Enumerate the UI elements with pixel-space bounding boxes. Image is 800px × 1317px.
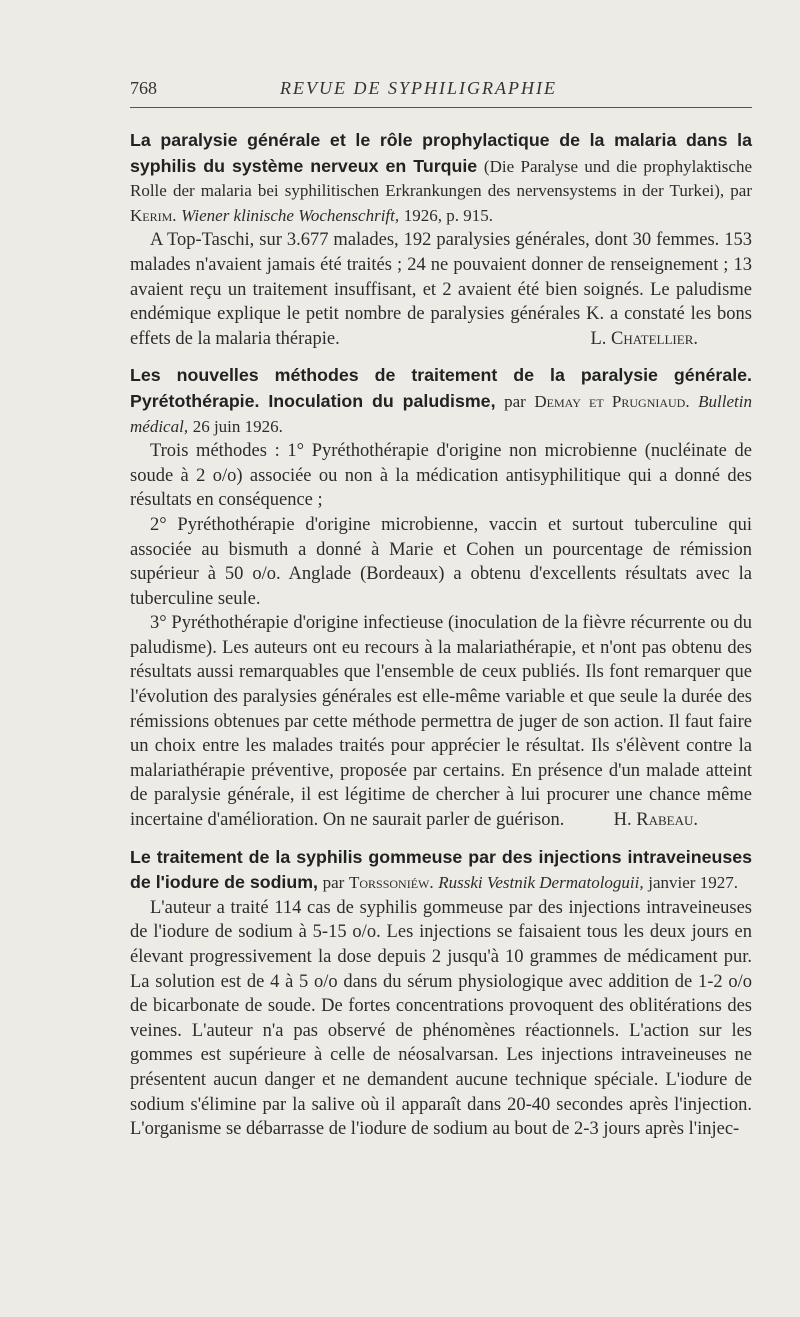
article-source: par [504,391,526,411]
article-source: par [322,873,345,893]
article-paragraph [130,228,752,351]
article-title: Le traitement de la syphilis gommeuse par des injections intraveineuses de l'iodure de sodium, [130,846,752,893]
article-paragraph: Trois méthodes : 1° Pyréthothérapie d'origine non microbienne (nucléinate de soude à 2 o/o) associée ou non à la médication antisyphilitique qui a donné des résultats en conséquence ; [130,441,752,511]
article-date: 1926, p. 915. [403,205,493,225]
article-paragraph [130,611,752,832]
article-title: La paralysie générale et le rôle prophylactique de la malaria dans la syphilis du système nerveux en Turquie [130,130,752,176]
article-signature: H. Rabeau. [613,810,698,831]
running-title: REVUE DE SYPHILIGRAPHIE [280,78,557,98]
article-date: janvier 1927. [648,873,738,893]
article-syphilis-gommeuse [130,845,752,1142]
article-title: Les nouvelles méthodes de traitement de la paralysie générale. Pyrétothérapie. Inoculation du paludisme, [130,365,752,411]
page-number: 768 [130,78,157,98]
article-author: Kerim. [130,205,177,225]
article-author: Torssoniéw. [348,873,434,893]
header-rule [130,107,752,108]
article-heading [130,845,752,896]
article-journal: Russki Vestnik Dermatologuii, [438,873,644,893]
article-source: (Die Paralyse und die prophylaktische Rolle der malaria bei syphilitischen Erkrankungen des nervensystems in der Turkei), par [130,156,753,201]
article-paragraph: 2° Pyréthothérapie d'origine microbienne, vaccin et surtout tuberculine qui associée au bismuth a donné à Marie et Cohen un pourcentage de rémission supérieur à 50 o/o. Anglade (Bordeaux) a obtenu d'excellents résultats avec la tuberculine seule. [130,514,752,609]
paragraph-text: A Top-Taschi, sur 3.677 malades, 192 paralysies générales, dont 30 femmes. 153 malades n'avaient jamais été traités ; 24 ne pouvaient donner de renseignement ; 13 avaient reçu un traitement insuffisant, et 2 avaient été bien soignés. Le paludisme endémique explique le petit nombre de paralysies générales K. a constaté les bons effets de la malaria thérapie. [130,230,752,349]
article-author: Demay et Prugniaud. [534,391,690,411]
page-header [130,78,752,108]
article-journal: Bulletin médical, [130,391,752,436]
article-malaria-turquie [130,128,752,351]
article-paragraph: L'auteur a traité 114 cas de syphilis gommeuse par des injections intraveineuses de l'iodure de sodium à 5-15 o/o. Les injections se faisaient tous les deux jours en élevant progressivement la dose depuis 2 jusqu'à 10 grammes de médicament pur. La solution est de 4 à 5 o/o dans du sérum physiologique avec addition de 1-2 o/o de bicarbonate de soude. De fortes concentrations provoquent des oblitérations des veines. L'auteur n'a pas observé de phénomènes réactionnels. L'action sur les gommes est supérieure à celle de néosalvarsan. Les injections intraveineuses ne présentent aucun danger et ne demandent aucune technique spéciale. L'iodure de sodium s'élimine par la salive où il apparaît dans 20-40 secondes après l'injection. L'organisme se débarrasse de l'iodure de sodium au bout de 2-3 jours après l'injec- [130,897,752,1140]
article-column [130,128,752,1154]
paragraph-text: 3° Pyréthothérapie d'origine infectieuse (inoculation de la fièvre récurrente ou du paludisme). Les auteurs ont eu recours à la malariathérapie, et n'ont pas obtenu des résultats aussi remarquables que l'ensemble de ceux publiés. Ils font remarquer que l'évolution des paralysies générales est elle-même variable et que seule la durée des rémissions obtenues par cette méthode permettra de juger de son action. Il faut faire un choix entre les malades traités pour apprécier le résultat. Ils s'élèvent contre la malariathérapie préventive, proposée par certains. En présence d'un malade atteint de paralysie générale, il est légitime de chercher à lui procurer une chance même incertaine d'amélioration. On ne saurait parler de guérison. [130,613,752,831]
article-date: 26 juin 1926. [192,416,283,436]
article-heading [130,363,752,439]
article-signature: L. Chatellier. [590,328,698,349]
article-heading [130,128,752,228]
article-paralysie-methodes [130,363,752,832]
article-journal: Wiener klinische Wochenschrift, [181,205,400,225]
